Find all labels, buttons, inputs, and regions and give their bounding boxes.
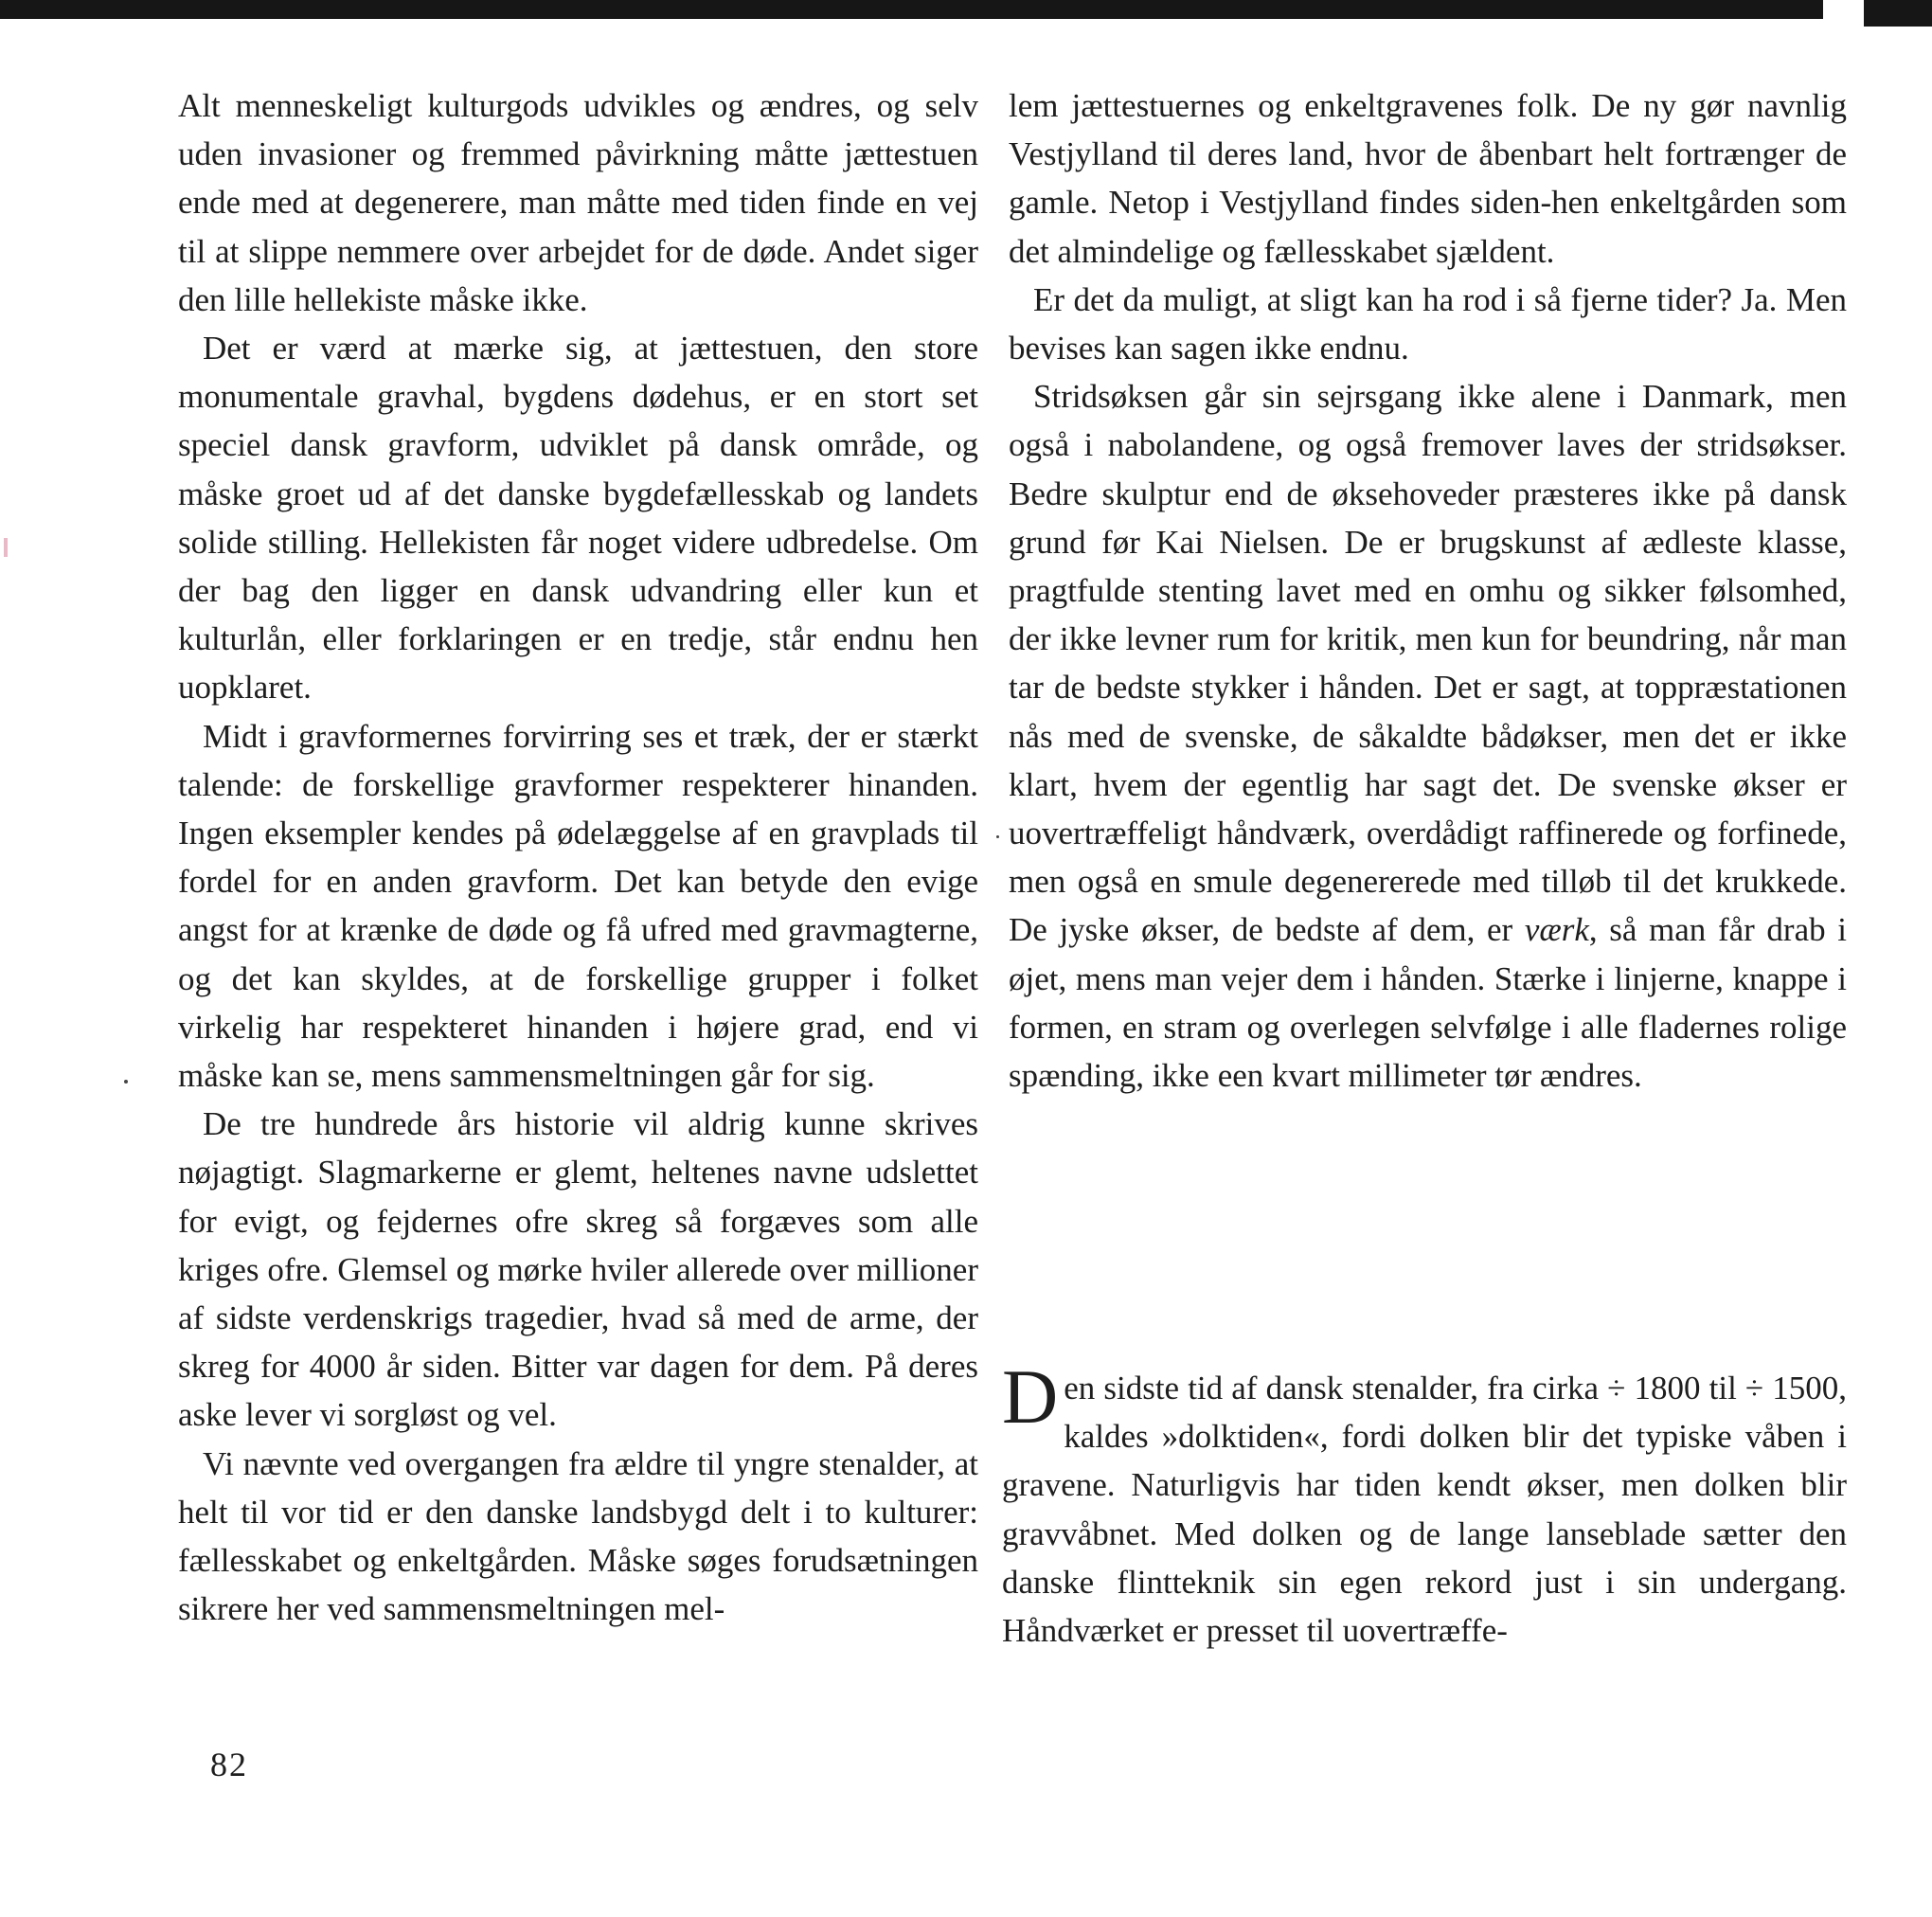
paragraph: lem jættestuernes og enkeltgravenes folk. De ny gør navnlig Vestjylland til deres land, hvor de åbenbart helt fortrænger de gamle. Netop i Vestjylland findes siden-hen enkeltgården som det almindelige og fællesskabet sjældent. — [1009, 87, 1847, 270]
paragraph: Det er værd at mærke sig, at jættestuen, den store monumentale gravhal, bygdens dødehus, er en stort set speciel dansk gravform, udviklet på dansk område, og måske groet ud af det danske bygdefællesskab og landets solide stilling. Hellekisten får noget videre udbredelse. Om der bag den ligger en dansk udvandring eller kun et kulturlån, eller forklaringen er en tredje, står endnu hen uopklaret. — [178, 330, 978, 707]
section-opening — [1002, 1353, 1847, 1655]
scan-speck — [124, 1080, 128, 1084]
paragraph: Midt i gravformernes forvirring ses et træk, der er stærkt talende: de forskellige gravformer respekterer hinanden. Ingen eksempler kendes på ødelæggelse af en gravplads til fordel for en anden gravform. Det kan betyde den evige angst for at krænke de døde og få ufred med gravmagterne, og det kan skyldes, at de forskellige grupper i folket virkelig har respekteret hinanden i højere grad, end vi måske kan se, mens sammensmeltningen går for sig. — [178, 717, 978, 1095]
right-column — [1009, 81, 1847, 1100]
paragraph-text: Stridsøksen går sin sejrsgang ikke alene i Danmark, men også i nabolandene, og også fremover laves der stridsøkser. Bedre skulptur end de øksehoveder præsteres ikke på dansk grund før Kai Nielsen. De er brugskunst af ædleste klasse, pragtfulde stenting lavet med en omhu og sikker følsomhed, der ikke levner rum for kritik, men kun for beundring, når man tar de bedste stykker i hånden. Det er sagt, at toppræstationen nås med de svenske, de såkaldte bådøkser, men det er ikke klart, hvem der egentlig har sagt det. De svenske økser er uovertræffeligt håndværk, overdådigt raffinerede og forfinede, men også en smule degenererede med tilløb til det krukkede. De jyske økser, de bedste af dem, er — [1009, 378, 1847, 949]
scan-margin-mark — [4, 538, 8, 557]
page-number: 82 — [210, 1746, 248, 1783]
drop-cap: D — [1002, 1353, 1059, 1440]
scan-edge-bar — [0, 0, 1823, 19]
emphasized-word: værk — [1524, 911, 1589, 949]
paragraph: De tre hundrede års historie vil aldrig kunne skrives nøjagtigt. Slagmarkerne er glemt, heltenes navne udslettet for evigt, og fejdernes ofre skreg så forgæves som alle kriges ofre. Glemsel og mørke hviler allerede over millioner af sidste verdenskrigs tragedier, hvad så med de arme, der skreg for 4000 år siden. Bitter var dagen for dem. På deres aske lever vi sorgløst og vel. — [178, 1105, 978, 1434]
left-column — [178, 81, 978, 1634]
paragraph — [1009, 372, 1847, 1100]
section-text: en sidste tid af dansk stenalder, fra cirka ÷ 1800 til ÷ 1500, kaldes »dolktiden«, fordi dolken blir det typiske våben i gravene. Naturligvis har tiden kendt økser, men dolken blir gravvåbnet. Med dolken og de lange lanseblade sætter den danske flintteknik sin egen rekord just i sin undergang. Håndværket er presset til uovertræffe- — [1002, 1370, 1847, 1650]
paragraph: Vi nævnte ved overgangen fra ældre til yngre stenalder, at helt til vor tid er den danske landsbygd delt i to kulturer: fællesskabet og enkeltgården. Måske søges forudsætningen sikrere her ved sammensmeltningen mel- — [178, 1444, 978, 1628]
paragraph: Er det da muligt, at sligt kan ha rod i så fjerne tider? Ja. Men bevises kan sagen ikke endnu. — [1009, 280, 1847, 367]
scan-speck — [996, 835, 999, 838]
paragraph: Alt menneskeligt kulturgods udvikles og ændres, og selv uden invasioner og fremmed påvirkning måtte jættestuen ende med at degenerere, man måtte med tiden finde en vej til at slippe nemmere over arbejdet for de døde. Andet siger den lille hellekiste måske ikke. — [178, 87, 978, 318]
paragraph-text: , så man får drab i øjet, mens man vejer dem i hånden. Stærke i linjerne, knappe i formen, en stram og overlegen selvfølge i alle fladernes rolige spænding, ikke een kvart millimeter tør ændres. — [1009, 911, 1847, 1095]
scan-edge-block — [1864, 0, 1932, 27]
